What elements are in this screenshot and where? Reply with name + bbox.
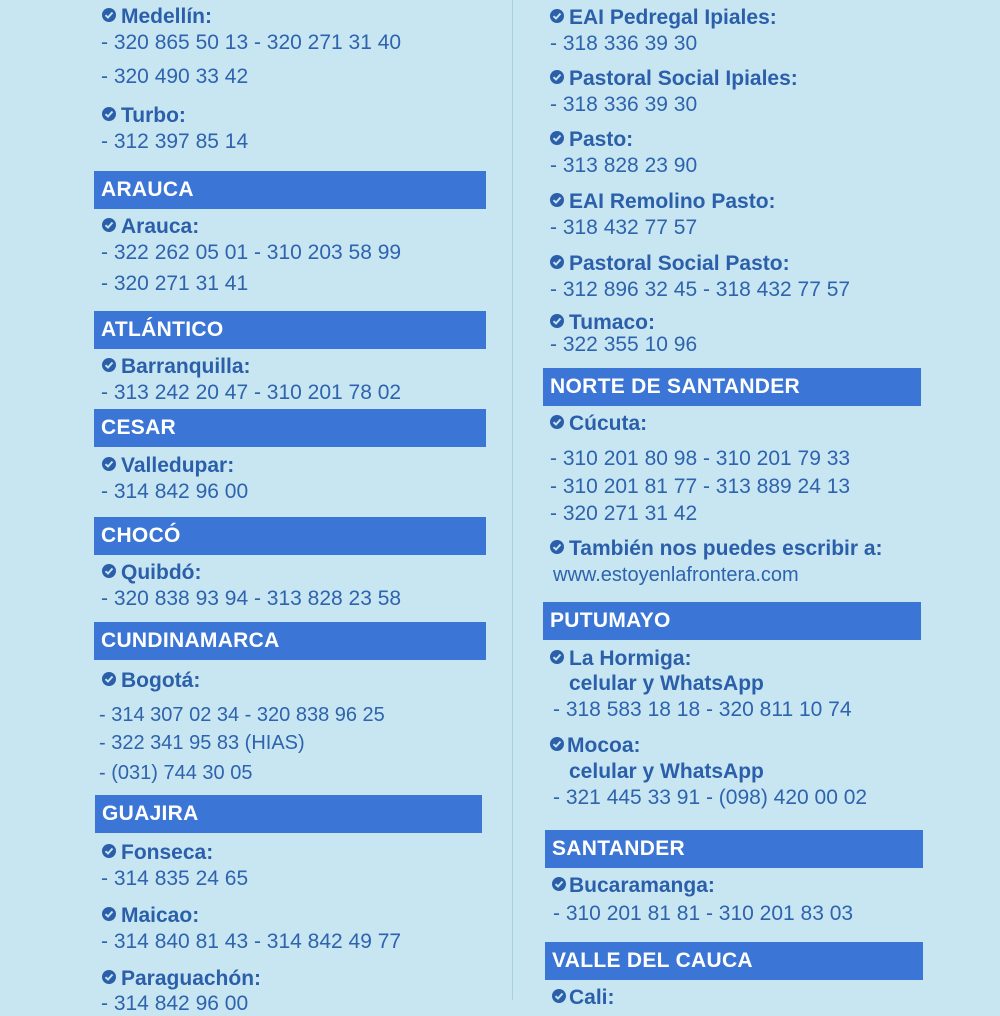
phone-line: - 320 271 31 41	[101, 272, 249, 295]
section-header-valle-del-cauca: VALLE DEL CAUCA	[545, 942, 923, 980]
phone-line: - 313 828 23 90	[550, 154, 698, 177]
contact-note: También nos puedes escribir a:	[550, 537, 883, 561]
check-circle-icon	[102, 457, 116, 471]
phone-line: - 318 336 39 30	[550, 93, 698, 116]
contact-type: celular y WhatsApp	[569, 760, 764, 783]
phone-line: - 320 865 50 13 - 320 271 31 40	[101, 31, 402, 54]
phone-line: - 312 397 85 14	[101, 130, 249, 153]
check-circle-icon	[550, 737, 564, 751]
phone-line: - 318 583 18 18 - 320 811 10 74	[553, 698, 852, 721]
check-circle-icon	[102, 8, 116, 22]
section-header-putumayo: PUTUMAYO	[543, 602, 921, 640]
contact-type: celular y WhatsApp	[569, 672, 764, 695]
phone-line: - 310 201 81 81 - 310 201 83 03	[553, 902, 854, 925]
section-header-norte-de-santander: NORTE DE SANTANDER	[543, 368, 921, 406]
check-circle-icon	[550, 255, 564, 269]
phone-line: - 310 201 81 77 - 313 889 24 13	[550, 475, 851, 498]
city-eai-pedregal-ipiales: EAI Pedregal Ipiales:	[550, 6, 777, 30]
check-circle-icon	[552, 877, 566, 891]
city-fonseca: Fonseca:	[102, 841, 213, 865]
phone-line: - (031) 744 30 05	[99, 762, 253, 784]
city-arauca: Arauca:	[102, 215, 199, 239]
phone-line: - 318 336 39 30	[550, 32, 698, 55]
check-circle-icon	[102, 107, 116, 121]
city-quibdo: Quibdó:	[102, 561, 201, 585]
check-circle-icon	[102, 358, 116, 372]
phone-line: - 322 262 05 01 - 310 203 58 99	[101, 241, 402, 264]
city-la-hormiga: La Hormiga:	[550, 647, 692, 671]
check-circle-icon	[550, 131, 564, 145]
city-pastoral-social-ipiales: Pastoral Social Ipiales:	[550, 67, 798, 91]
city-pastoral-social-pasto: Pastoral Social Pasto:	[550, 252, 790, 276]
city-valledupar: Valledupar:	[102, 454, 234, 478]
city-cali: Cali:	[552, 986, 615, 1010]
phone-line: - 312 896 32 45 - 318 432 77 57	[550, 278, 851, 301]
check-circle-icon	[550, 415, 564, 429]
section-header-choco: CHOCÓ	[94, 517, 486, 555]
phone-line: - 314 840 81 43 - 314 842 49 77	[101, 930, 402, 953]
phone-line: - 320 838 93 94 - 313 828 23 58	[101, 587, 402, 610]
check-circle-icon	[102, 672, 116, 686]
phone-line: - 322 341 95 83 (HIAS)	[99, 732, 305, 754]
phone-line: - 314 842 96 00	[101, 480, 249, 503]
city-tumaco: Tumaco:	[550, 311, 655, 335]
city-bucaramanga: Bucaramanga:	[552, 874, 715, 898]
section-header-santander: SANTANDER	[545, 830, 923, 868]
check-circle-icon	[102, 907, 116, 921]
phone-line: - 314 835 24 65	[101, 867, 249, 890]
check-circle-icon	[550, 314, 564, 328]
check-circle-icon	[102, 844, 116, 858]
check-circle-icon	[552, 989, 566, 1003]
website-link[interactable]: www.estoyenlafrontera.com	[553, 564, 799, 586]
phone-line: - 314 307 02 34 - 320 838 96 25	[99, 704, 385, 726]
check-circle-icon	[550, 193, 564, 207]
city-paraguachon: Paraguachón:	[102, 967, 261, 991]
city-medellin: Medellín:	[102, 5, 212, 29]
city-barranquilla: Barranquilla:	[102, 355, 251, 379]
city-eai-remolino-pasto: EAI Remolino Pasto:	[550, 190, 776, 214]
city-cucuta: Cúcuta:	[550, 412, 647, 436]
phone-line: - 310 201 80 98 - 310 201 79 33	[550, 447, 851, 470]
section-header-cundinamarca: CUNDINAMARCA	[94, 622, 486, 660]
phone-line: - 322 355 10 96	[550, 333, 698, 356]
phone-line: - 320 490 33 42	[101, 65, 249, 88]
phone-line: - 313 242 20 47 - 310 201 78 02	[101, 381, 402, 404]
city-bogota: Bogotá:	[102, 669, 200, 693]
section-header-cesar: CESAR	[94, 409, 486, 447]
check-circle-icon	[102, 218, 116, 232]
phone-line: - 314 842 96 00	[101, 992, 249, 1015]
check-circle-icon	[550, 9, 564, 23]
section-header-guajira: GUAJIRA	[95, 795, 482, 833]
city-maicao: Maicao:	[102, 904, 199, 928]
city-mocoa: Mocoa:	[550, 734, 641, 758]
section-header-arauca: ARAUCA	[94, 171, 486, 209]
city-pasto: Pasto:	[550, 128, 633, 152]
check-circle-icon	[550, 70, 564, 84]
phone-line: - 320 271 31 42	[550, 502, 698, 525]
column-divider	[512, 0, 513, 1000]
check-circle-icon	[550, 540, 564, 554]
check-circle-icon	[102, 564, 116, 578]
section-header-atlantico: ATLÁNTICO	[94, 311, 486, 349]
phone-line: - 321 445 33 91 - (098) 420 00 02	[553, 786, 868, 809]
phone-line: - 318 432 77 57	[550, 216, 698, 239]
check-circle-icon	[102, 970, 116, 984]
city-turbo: Turbo:	[102, 104, 186, 128]
check-circle-icon	[550, 650, 564, 664]
